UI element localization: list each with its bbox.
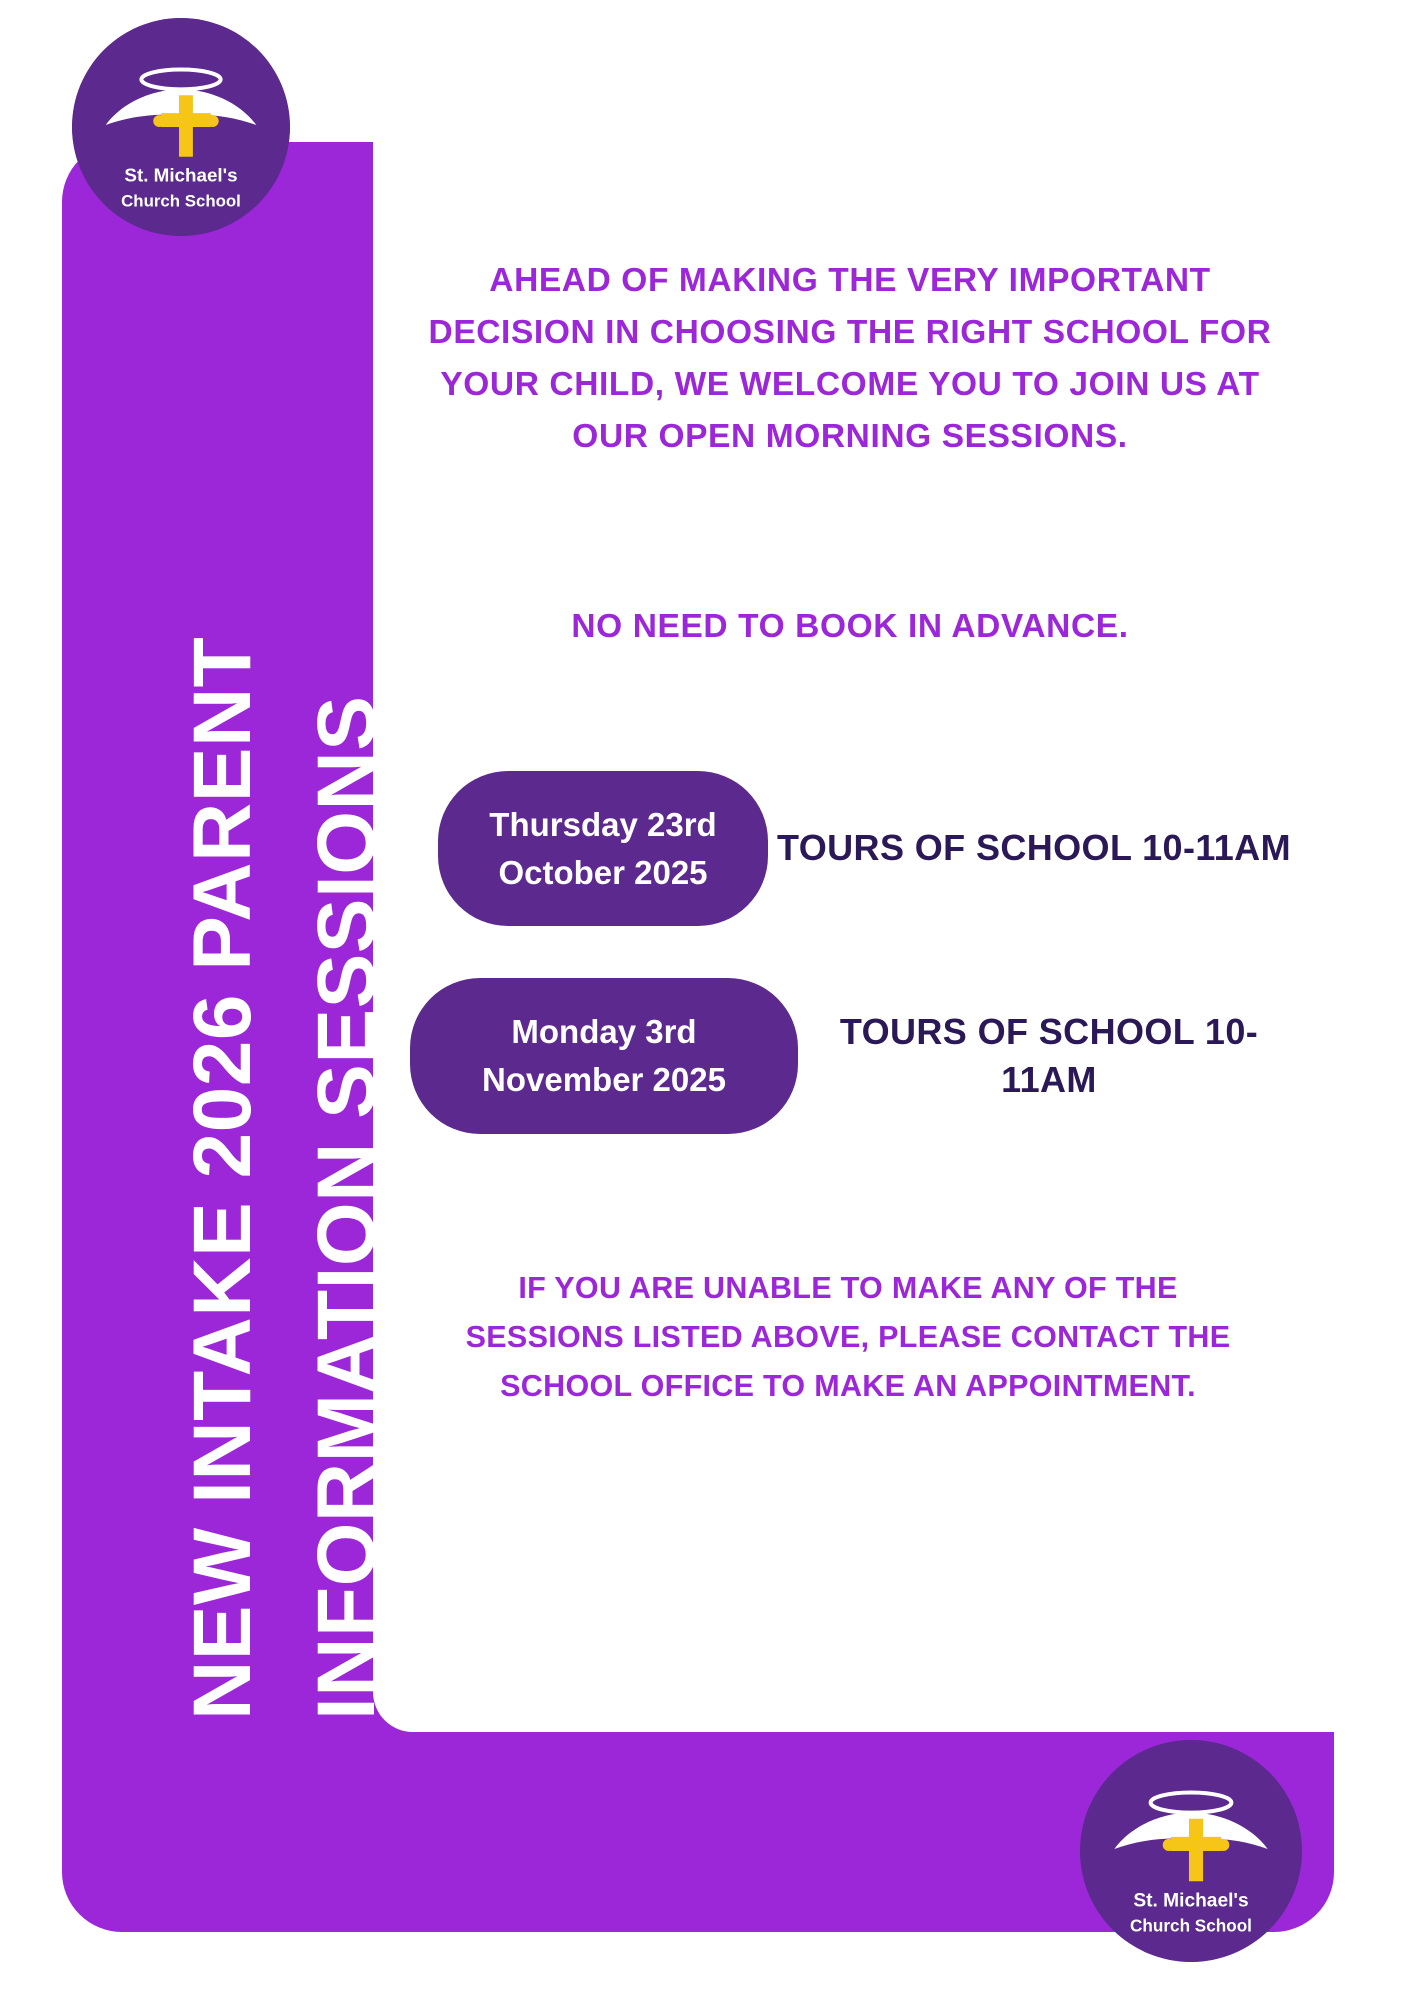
footer-note: IF YOU ARE UNABLE TO MAKE ANY OF THE SESSIONS LISTED ABOVE, PLEASE CONTACT THE SCHOOL OFFICE TO MAKE AN APPOINTMENT. bbox=[465, 1271, 1231, 1403]
intro-paragraph: AHEAD OF MAKING THE VERY IMPORTANT DECISION IN CHOOSING THE RIGHT SCHOOL FOR YOUR CHILD, WE WELCOME YOU TO JOIN US AT OUR OPEN MORNING SESSIONS. bbox=[428, 262, 1272, 455]
svg-text:Church School: Church School bbox=[121, 191, 241, 211]
vertical-headline-line-1: NEW INTAKE 2026 PARENT bbox=[177, 636, 268, 1720]
session-row bbox=[400, 978, 1300, 1134]
session-list bbox=[400, 771, 1300, 1134]
svg-text:St. Michael's: St. Michael's bbox=[1133, 1890, 1249, 1912]
session-row bbox=[400, 771, 1300, 927]
session-detail: TOURS OF SCHOOL 10-11AM bbox=[777, 827, 1291, 869]
winged-cross-logo-icon bbox=[1080, 1740, 1302, 1962]
vertical-headline bbox=[70, 300, 392, 1750]
svg-text:St. Michael's: St. Michael's bbox=[124, 164, 238, 186]
winged-cross-logo-icon bbox=[72, 18, 290, 236]
school-logo-top bbox=[72, 18, 290, 236]
poster-content bbox=[400, 255, 1300, 1410]
no-booking-line: NO NEED TO BOOK IN ADVANCE. bbox=[571, 607, 1129, 645]
svg-text:Church School: Church School bbox=[1130, 1915, 1252, 1936]
vertical-headline-line-2: INFORMATION SESSIONS bbox=[301, 695, 392, 1720]
session-date-pill: Thursday 23rd October 2025 bbox=[438, 771, 768, 927]
session-date-pill: Monday 3rd November 2025 bbox=[410, 978, 798, 1134]
school-logo-bottom bbox=[1080, 1740, 1302, 1962]
session-detail: TOURS OF SCHOOL 10-11AM bbox=[839, 1010, 1259, 1101]
